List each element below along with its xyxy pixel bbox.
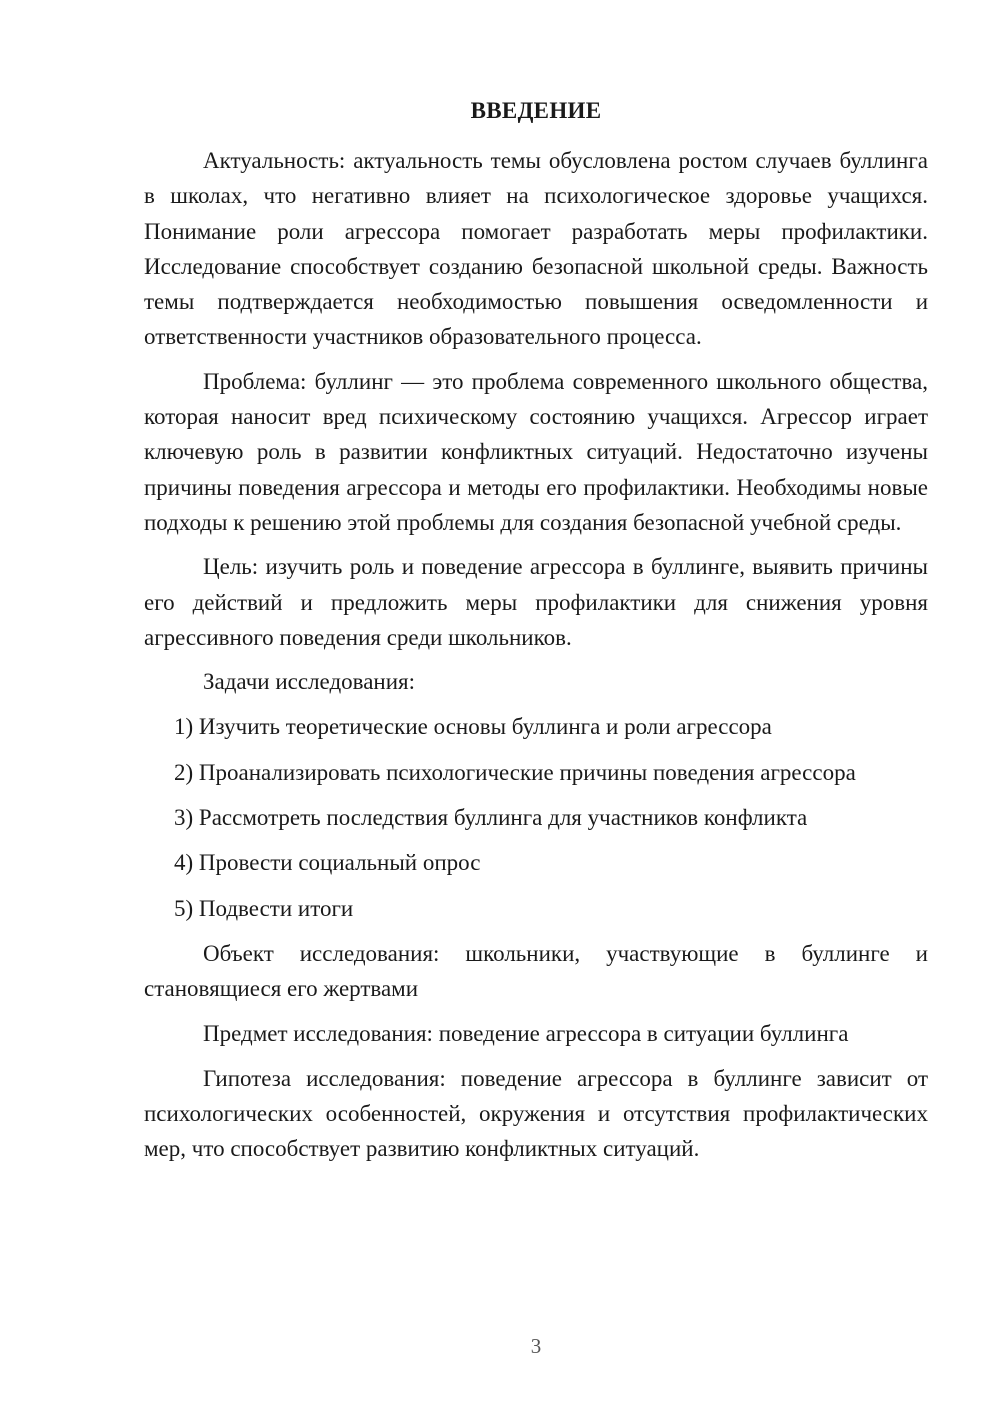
relevance-paragraph: Актуальность: актуальность темы обусловлена ростом случаев буллинга в школах, что негативно влияет на психологическое здоровье учащихся. Понимание роли агрессора помогает разработать меры профилактики. Исследование способствует созданию безопасной школьной среды. Важность темы подтверждается необходимостью повышения осведомленности и ответственности участников образовательного процесса. bbox=[144, 148, 928, 350]
problem-paragraph: Проблема: буллинг — это проблема современного школьного общества, которая наносит вред психическому состоянию учащихся. Агрессор играет ключевую роль в развитии конфликтных ситуаций. Недостаточно изучены причины поведения агрессора и методы его профилактики. Необходимы новые подходы к решению этой проблемы для создания безопасной учебной среды. bbox=[144, 368, 928, 535]
page-number: 3 bbox=[530, 1334, 542, 1358]
document-body bbox=[144, 143, 928, 1167]
object-paragraph: Объект исследования: школьники, участвующие в буллинге и становящиеся его жертвами bbox=[144, 940, 928, 1002]
goal-paragraph: Цель: изучить роль и поведение агрессора в буллинге, выявить причины его действий и предложить меры профилактики для снижения уровня агрессивного поведения среди школьников. bbox=[144, 554, 928, 650]
hypothesis-paragraph: Гипотеза исследования: поведение агрессора в буллинге зависит от психологических особенностей, окружения и отсутствия профилактических мер, что способствует развитию конфликтных ситуаций. bbox=[144, 1065, 928, 1162]
list-item: 4) Провести социальный опрос bbox=[174, 850, 481, 876]
section-title: ВВЕДЕНИЕ bbox=[470, 98, 602, 123]
tasks-list bbox=[144, 709, 928, 925]
list-item: 2) Проанализировать психологические причины поведения агрессора bbox=[174, 759, 856, 785]
tasks-heading: Задачи исследования: bbox=[203, 669, 416, 695]
subject-paragraph: Предмет исследования: поведение агрессора в ситуации буллинга bbox=[203, 1020, 849, 1046]
list-item: 1) Изучить теоретические основы буллинга и роли агрессора bbox=[174, 714, 772, 740]
list-item: 5) Подвести итоги bbox=[174, 895, 354, 921]
list-item: 3) Рассмотреть последствия буллинга для участников конфликта bbox=[174, 805, 808, 831]
